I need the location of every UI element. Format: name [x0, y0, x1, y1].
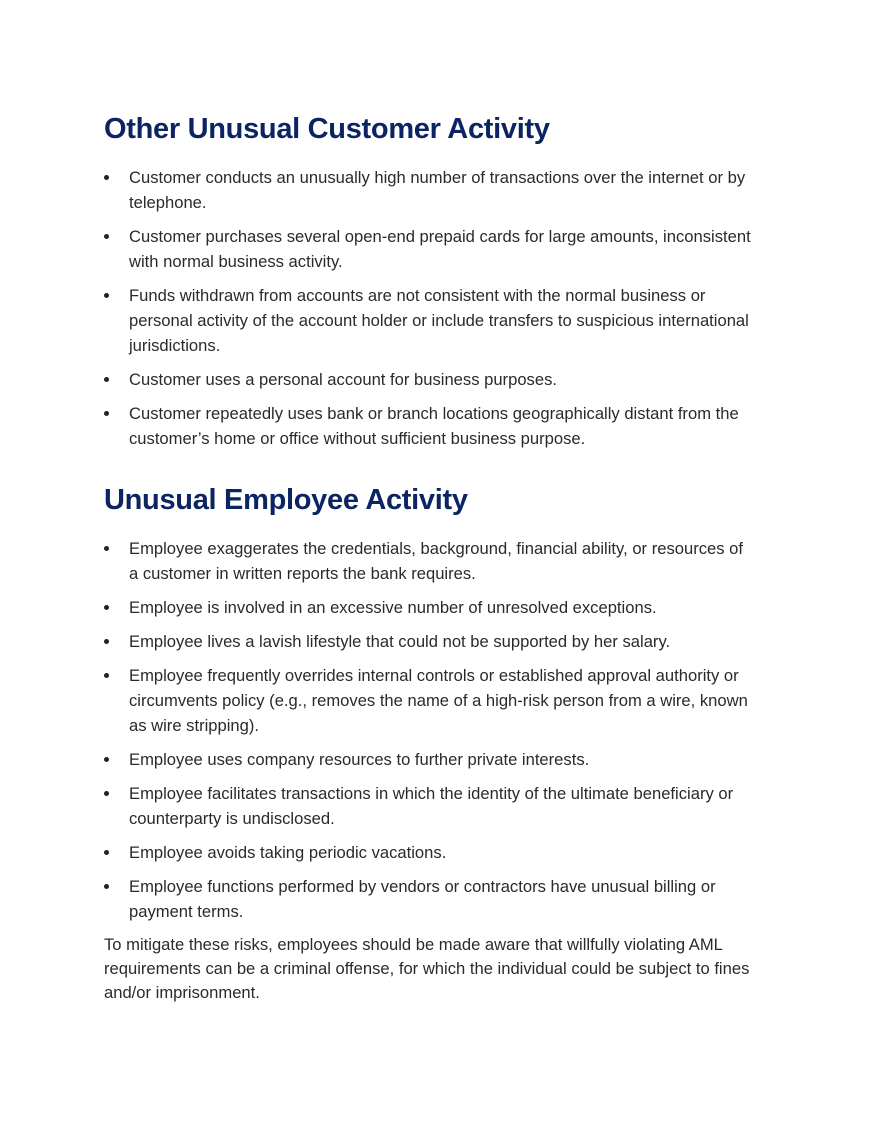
bullet-icon — [104, 411, 109, 416]
list-item: Employee frequently overrides internal controls or established approval authority or circumvents policy (e.g., removes the name of a high-risk person from a wire, known as wire stripping). — [104, 663, 754, 738]
list-item: Employee functions performed by vendors or contractors have unusual billing or payment terms. — [104, 874, 754, 924]
bullet-icon — [104, 850, 109, 855]
bullet-icon — [104, 605, 109, 610]
bullet-icon — [104, 377, 109, 382]
list-item: Funds withdrawn from accounts are not consistent with the normal business or personal activity of the account holder or include transfers to suspicious international jurisdictions. — [104, 283, 754, 358]
bullet-icon — [104, 791, 109, 796]
section-heading: Other Unusual Customer Activity — [104, 113, 550, 145]
bullet-icon — [104, 884, 109, 889]
bullet-icon — [104, 673, 109, 678]
list-item: Employee is involved in an excessive number of unresolved exceptions. — [104, 595, 754, 620]
customer-activity-list — [104, 165, 754, 451]
bullet-icon — [104, 293, 109, 298]
bullet-icon — [104, 639, 109, 644]
bullet-icon — [104, 757, 109, 762]
list-item: Employee lives a lavish lifestyle that could not be supported by her salary. — [104, 629, 754, 654]
list-item: Customer uses a personal account for business purposes. — [104, 367, 754, 392]
section-heading: Unusual Employee Activity — [104, 484, 468, 516]
list-item: Employee avoids taking periodic vacations. — [104, 840, 754, 865]
document-page — [104, 110, 754, 1005]
list-item: Customer purchases several open-end prepaid cards for large amounts, inconsistent with normal business activity. — [104, 224, 754, 274]
employee-activity-list — [104, 536, 754, 924]
list-item: Employee uses company resources to further private interests. — [104, 747, 754, 772]
list-item: Customer repeatedly uses bank or branch locations geographically distant from the customer’s home or office without sufficient business purpose. — [104, 401, 754, 451]
bullet-icon — [104, 546, 109, 551]
list-item: Employee exaggerates the credentials, background, financial ability, or resources of a customer in written reports the bank requires. — [104, 536, 754, 586]
bullet-icon — [104, 175, 109, 180]
list-item: Employee facilitates transactions in which the identity of the ultimate beneficiary or counterparty is undisclosed. — [104, 781, 754, 831]
list-item: Customer conducts an unusually high number of transactions over the internet or by telephone. — [104, 165, 754, 215]
bullet-icon — [104, 234, 109, 239]
closing-paragraph: To mitigate these risks, employees should be made aware that willfully violating AML requirements can be a criminal offense, for which the individual could be subject to fines and/or imprisonment. — [104, 935, 750, 1002]
